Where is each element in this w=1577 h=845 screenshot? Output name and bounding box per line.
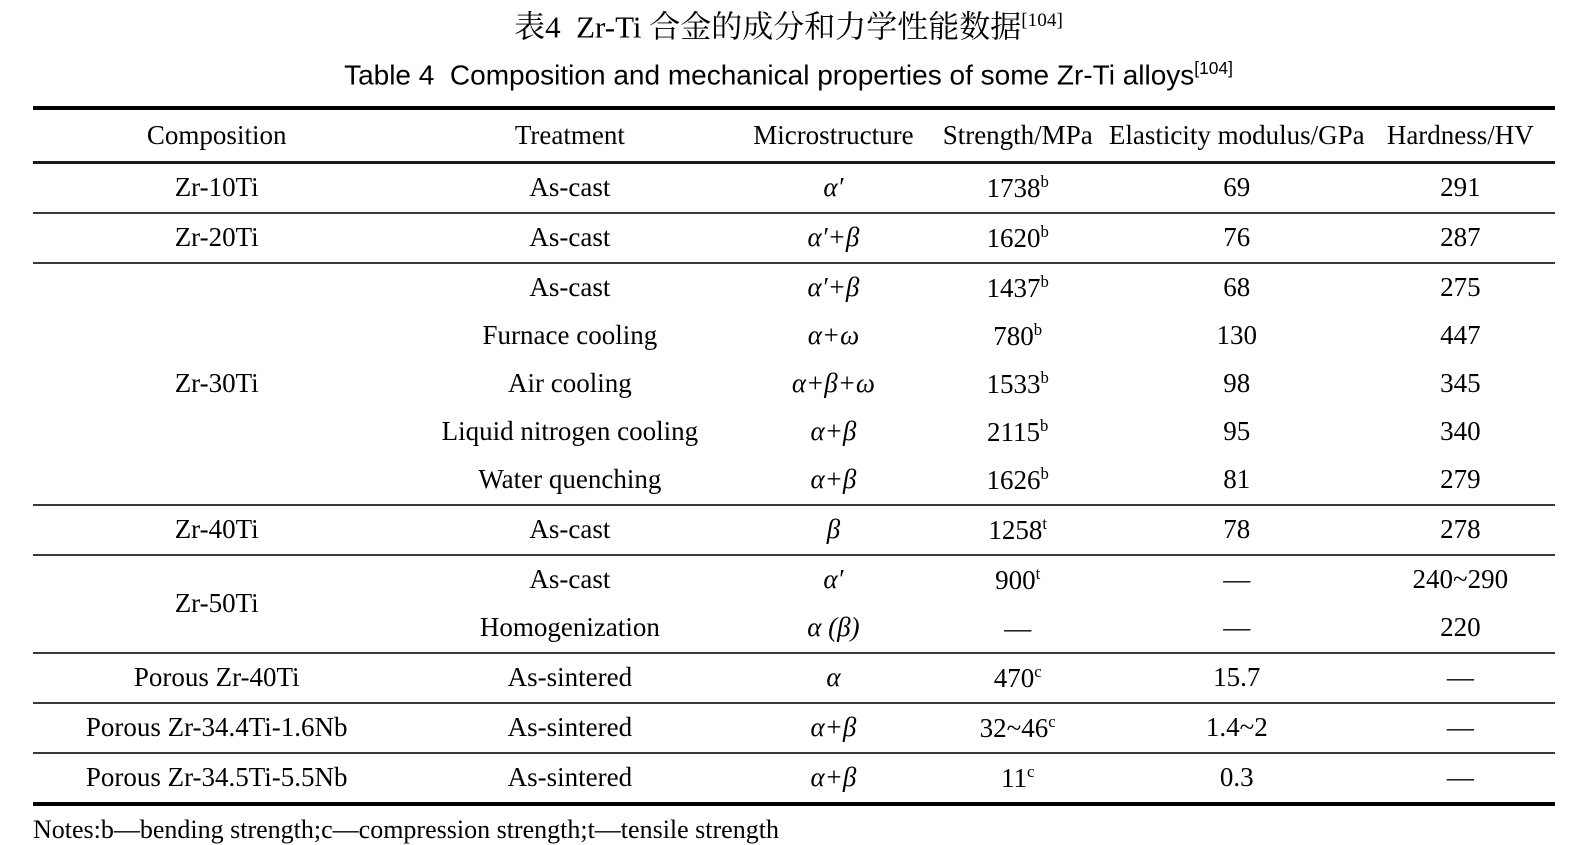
cell-hardness: 279 [1440, 464, 1481, 495]
cell-strength: 11$^c$ [927, 753, 1107, 804]
cell-strength: 2115$^b$ [987, 415, 1049, 447]
cell-strength: 1533$^b$ [986, 367, 1049, 399]
cell-modulus: 68 [1108, 263, 1366, 312]
strength-superscript: b [1040, 221, 1049, 241]
cell-strength: 1626$^b$ [986, 463, 1049, 495]
cell-treatment: Homogenization [479, 612, 660, 643]
cell-hardness: 447 [1440, 320, 1481, 351]
cell-hardness: 345 [1440, 368, 1481, 399]
cell-composition: Porous Zr-34.5Ti-5.5Nb [33, 753, 400, 804]
strength-superscript: c [1034, 661, 1042, 681]
strength-superscript: b [1040, 271, 1049, 291]
table-row [33, 213, 1555, 263]
column-header-treatment: Treatment [400, 108, 739, 163]
cell-microstructure: α+ω [807, 320, 860, 351]
column-header-composition: Composition [33, 108, 400, 163]
cell-treatment: As-cast [400, 263, 739, 312]
cell-strength: 780$^b$ [993, 319, 1043, 351]
cell-modulus: — [1108, 555, 1366, 604]
cell-modulus: 98 [1223, 368, 1251, 399]
cell-strength: 900$^t$ [927, 555, 1107, 604]
table-title-english [0, 58, 1577, 91]
cell-treatment: Air cooling [508, 368, 632, 399]
cell-microstructure: α+β [739, 703, 927, 753]
cell-microstructure: α′ [823, 172, 844, 203]
table-title-chinese-text: 表4 Zr-Ti 合金的成分和力学性能数据 [514, 9, 1022, 45]
cell-treatment: As-sintered [400, 753, 739, 804]
strength-superscript: t [1035, 563, 1041, 583]
cell-composition: Zr-40Ti [33, 505, 400, 555]
cell-hardness: — [1366, 753, 1555, 804]
cell-treatment: As-cast [400, 505, 739, 555]
cell-modulus: 1.4~2 [1108, 703, 1366, 753]
table-row [33, 653, 1555, 703]
strength-superscript: b [1040, 171, 1049, 191]
cell-composition: Porous Zr-34.4Ti-1.6Nb [33, 703, 400, 753]
column-header-elasticity-modulus: Elasticity modulus/GPa [1108, 108, 1366, 163]
cell-treatment: As-sintered [400, 653, 739, 703]
table-title-english-text: Table 4 Composition and mechanical properties of some Zr-Ti alloys [344, 59, 1195, 91]
strength-superscript: c [1026, 761, 1035, 781]
table-row [33, 703, 1555, 753]
column-header-microstructure: Microstructure [739, 108, 927, 163]
cell-modulus: 15.7 [1108, 653, 1366, 703]
cell-hardness: 278 [1366, 505, 1555, 555]
cell-hardness: — [1366, 653, 1555, 703]
cell-strength: 470$^c$ [927, 653, 1107, 703]
table-header [33, 108, 1555, 163]
cell-modulus: 81 [1223, 464, 1251, 495]
cell-microstructure: α+β+ω [791, 368, 875, 399]
cell-hardness: 240~290 [1366, 555, 1555, 604]
alloy-properties-table [33, 106, 1555, 806]
cell-modulus: 76 [1108, 213, 1366, 263]
cell-composition: Zr-10Ti [174, 172, 259, 203]
cell-strength: 1738$^b$ [986, 171, 1049, 203]
strength-superscript: b [1040, 463, 1049, 483]
table-body [33, 162, 1555, 804]
cell-strength: 1258$^t$ [927, 505, 1107, 555]
table-row [33, 505, 1555, 555]
cell-treatment: Water quenching [478, 464, 662, 495]
cell-microstructure: α′+β [739, 213, 927, 263]
table-row [33, 263, 1555, 312]
column-header-strength: Strength/MPa [927, 108, 1107, 163]
table-row [33, 555, 1555, 604]
cell-strength: 1620$^b$ [927, 213, 1107, 263]
strength-superscript: b [1033, 319, 1043, 339]
cell-microstructure: α (β) [807, 612, 860, 643]
cell-microstructure: α+β [739, 753, 927, 804]
cell-modulus: 0.3 [1108, 753, 1366, 804]
cell-treatment: As-sintered [400, 703, 739, 753]
citation-ref-chinese: [104] [1021, 10, 1063, 31]
cell-treatment: Liquid nitrogen cooling [441, 416, 699, 447]
strength-superscript: b [1040, 367, 1049, 387]
cell-hardness: 291 [1440, 172, 1481, 203]
cell-composition: Porous Zr-40Ti [33, 653, 400, 703]
cell-hardness: 287 [1366, 213, 1555, 263]
strength-superscript: b [1040, 415, 1049, 435]
cell-hardness: 275 [1366, 263, 1555, 312]
cell-modulus: 78 [1108, 505, 1366, 555]
table-title-chinese [0, 10, 1577, 44]
cell-composition: Zr-50Ti [33, 555, 400, 653]
cell-microstructure: α+β [810, 464, 857, 495]
cell-microstructure: α′+β [739, 263, 927, 312]
cell-hardness: — [1366, 703, 1555, 753]
cell-microstructure: α+β [810, 416, 857, 447]
cell-microstructure: α′ [739, 555, 927, 604]
citation-ref-english: [104] [1194, 58, 1233, 79]
cell-modulus: 69 [1223, 172, 1251, 203]
cell-composition: Zr-30Ti [33, 263, 400, 505]
cell-treatment: As-cast [529, 172, 611, 203]
cell-modulus: — [1223, 612, 1251, 643]
cell-strength: — [1004, 612, 1032, 643]
cell-composition: Zr-20Ti [33, 213, 400, 263]
column-header-hardness: Hardness/HV [1366, 108, 1555, 163]
cell-hardness: 340 [1440, 416, 1481, 447]
table-row [33, 162, 1555, 213]
table-notes: Notes:b—bending strength;c—compression strength;t—tensile strength [33, 814, 779, 844]
cell-treatment: As-cast [400, 555, 739, 604]
cell-microstructure: β [739, 505, 927, 555]
cell-modulus: 95 [1223, 416, 1251, 447]
cell-microstructure: α [739, 653, 927, 703]
strength-superscript: c [1048, 711, 1056, 731]
table-row [33, 753, 1555, 804]
cell-modulus: 130 [1216, 320, 1258, 351]
cell-strength: 1437$^b$ [927, 263, 1107, 312]
header-row [33, 108, 1555, 163]
cell-treatment: Furnace cooling [482, 320, 658, 351]
cell-strength: 32~46$^c$ [927, 703, 1107, 753]
strength-superscript: t [1042, 513, 1048, 533]
cell-hardness: 220 [1440, 612, 1481, 643]
cell-treatment: As-cast [400, 213, 739, 263]
